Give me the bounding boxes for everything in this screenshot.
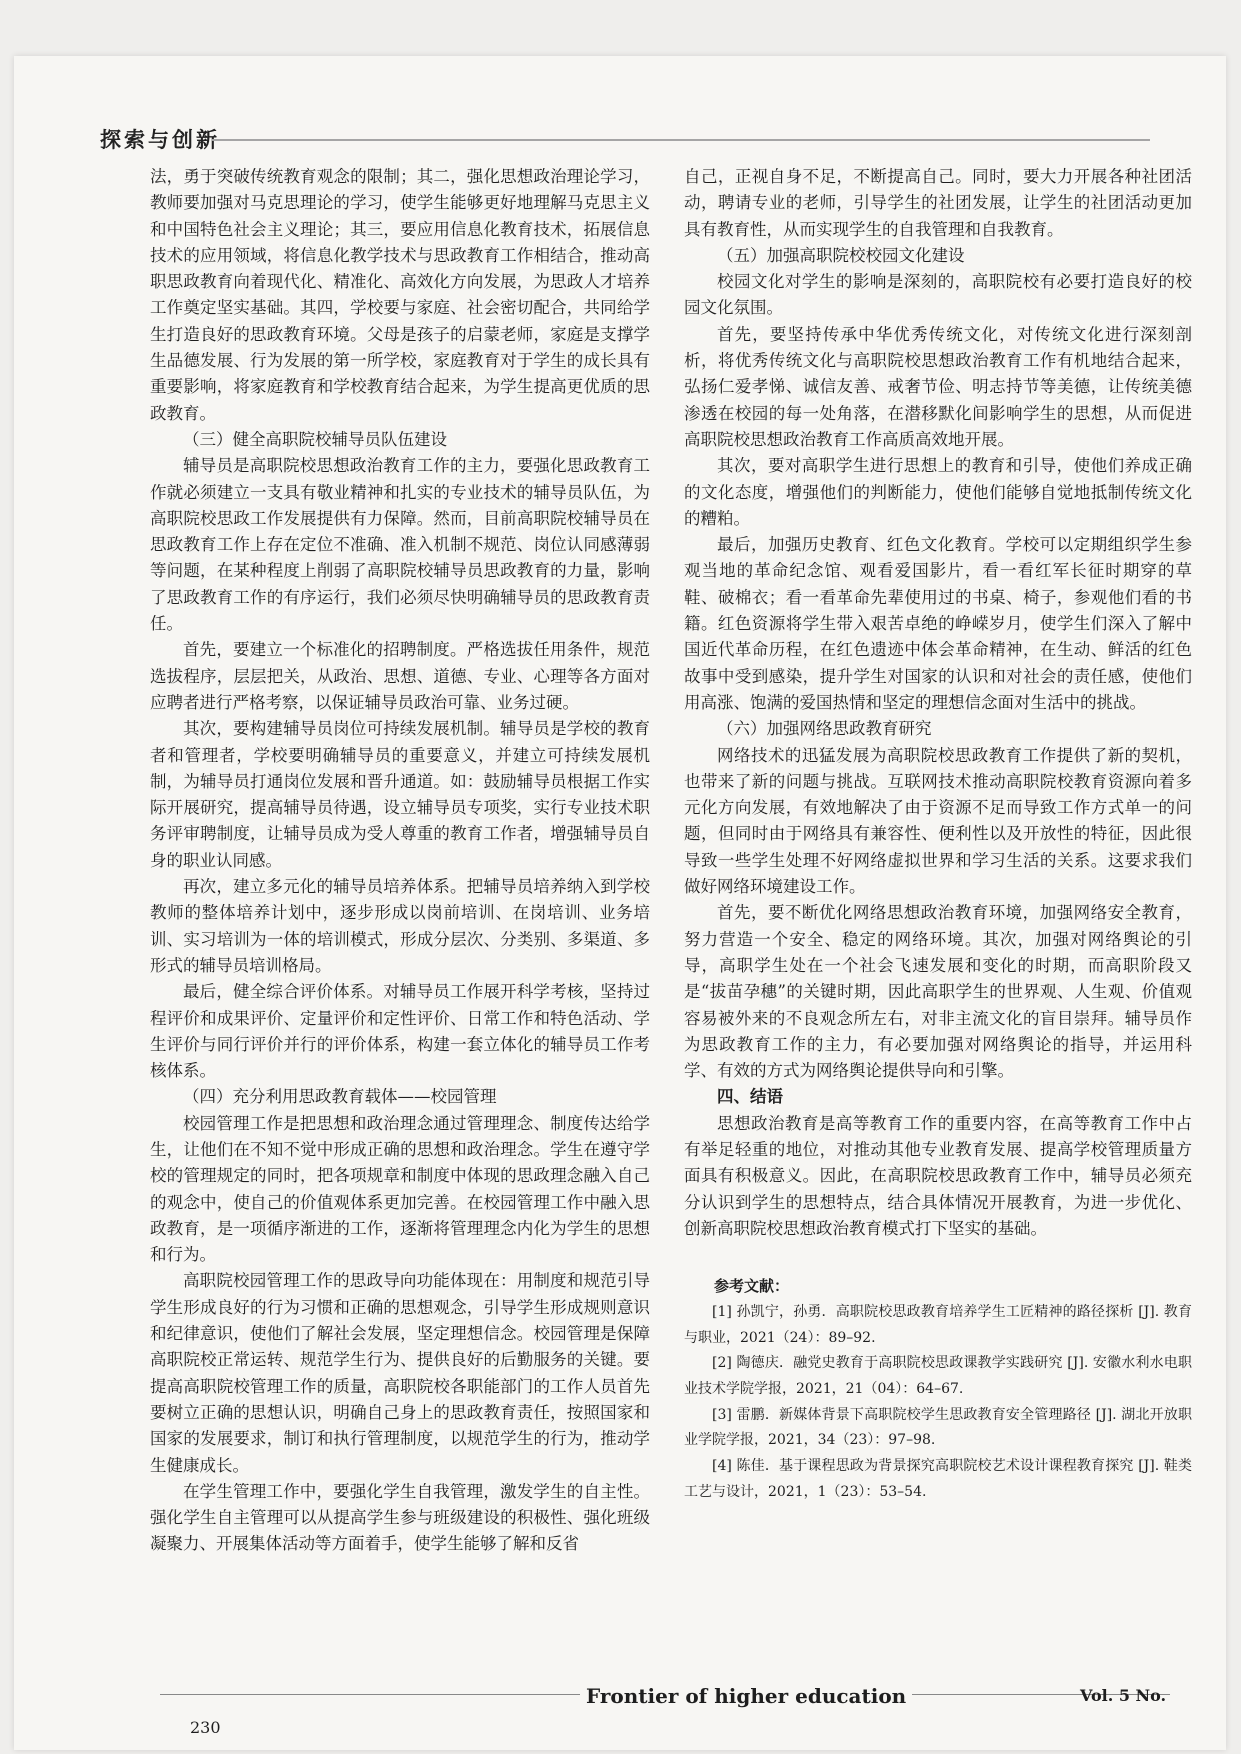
section-heading: （六）加强网络思政教育研究 <box>717 719 932 739</box>
section-title: 探索与创新 <box>100 127 220 152</box>
body-paragraph: 首先，要不断优化网络思想政治教育环境，加强网络安全教育，努力营造一个安全、稳定的网络环境。其次，加强对网络舆论的引导，高职学生处在一个社会飞速发展和变化的时期，而高职阶段又是“拔苗孕穗”的关键时期，因此高职学生的世界观、人生观、价值观容易被外来的不良观念所左右，对非主流文化的盲目崇拜。辅导员作为思政教育工作的主力，有必要加强对网络舆论的指导，并运用科学、有效的方式为网络舆论提供导向和引擎。 <box>684 903 1192 1081</box>
body-paragraph: 思想政治教育是高等教育工作的重要内容，在高等教育工作中占有举足轻重的地位，对推动其他专业教育发展、提高学校管理质量方面具有积极意义。因此，在高职院校思政教育工作中，辅导员必须充分认识到学生的思想特点，结合具体情况开展教育，为进一步优化、创新高职院校思想政治教育模式打下坚实的基础。 <box>684 1113 1192 1238</box>
body-paragraph: 辅导员是高职院校思想政治教育工作的主力，要强化思政教育工作就必须建立一支具有敬业精神和扎实的专业技术的辅导员队伍，为高职院校思政工作发展提供有力保障。然而，目前高职院校辅导员在思政教育工作上存在定位不准确、准入机制不规范、岗位认同感薄弱等问题，在某种程度上削弱了高职院校辅导员思政教育的力量，影响了思政教育工作的有序运行，我们必须尽快明确辅导员的思政教育责任。 <box>150 456 650 634</box>
references-title: 参考文献： <box>714 1277 790 1296</box>
reference-item: [2] 陶德庆．融党史教育于高职院校思政课教学实践研究 [J]. 安徽水利水电职业技术学院学报，2021，21（04）：64–67. <box>684 1355 1192 1397</box>
running-header <box>100 124 1150 154</box>
section-heading: （五）加强高职院校校园文化建设 <box>717 245 965 265</box>
references <box>684 1274 1192 1505</box>
reference-item: [4] 陈佳．基于课程思政为背景探究高职院校艺术设计课程教育探究 [J]. 鞋类工艺与设计，2021，1（23）：53–54. <box>684 1458 1192 1500</box>
body-paragraph: 网络技术的迅猛发展为高职院校思政教育工作提供了新的契机，也带来了新的问题与挑战。互联网技术推动高职院校教育资源向着多元化方向发展，有效地解决了由于资源不足而导致工作方式单一的问题，但同时由于网络具有兼容性、便利性以及开放性的特征，因此很导致一些学生处理不好网络虚拟世界和学习生活的关系。这要求我们做好网络环境建设工作。 <box>684 745 1192 897</box>
body-paragraph: 校园文化对学生的影响是深刻的，高职院校有必要打造良好的校园文化氛围。 <box>684 272 1192 318</box>
body-paragraph: 其次，要构建辅导员岗位可持续发展机制。辅导员是学校的教育者和管理者，学校要明确辅导员的重要意义，并建立可持续发展机制，为辅导员打通岗位发展和晋升通道。如：鼓励辅导员根据工作实际开展研究，提高辅导员待遇，设立辅导员专项奖，实行专业技术职务评审聘制度，让辅导员成为受人尊重的教育工作者，增强辅导员自身的职业认同感。 <box>150 719 650 870</box>
header-rule <box>212 139 1150 141</box>
right-column-body <box>684 164 1192 1242</box>
body-paragraph: 校园管理工作是把思想和政治理念通过管理理念、制度传达给学生，让他们在不知不觉中形成正确的思想和政治理念。学生在遵守学校的管理规定的同时，把各项规章和制度中体现的思政理念融入自己的观念中，使自己的价值观体系更加完善。在校园管理工作中融入思政教育，是一项循序渐进的工作，逐渐将管理理念内化为学生的思想和行为。 <box>150 1113 650 1265</box>
left-column <box>150 164 650 1558</box>
reference-item: [3] 雷鹏．新媒体背景下高职院校学生思政教育安全管理路径 [J]. 湖北开放职业学院学报，2021，34（23）：97–98. <box>684 1406 1192 1449</box>
body-paragraph: 自己，正视自身不足，不断提高自己。同时，要大力开展各种社团活动，聘请专业的老师，引导学生的社团发展，让学生的社团活动更加具有教育性，从而实现学生的自我管理和自我教育。 <box>684 167 1192 239</box>
body-paragraph: 法，勇于突破传统教育观念的限制；其二，强化思想政治理论学习，教师要加强对马克思理论的学习，使学生能够更好地理解马克思主义和中国特色社会主义理论；其三，要应用信息化教育技术，拓展信息技术的应用领域，将信息化教学技术与思政教育工作相结合，推动高职思政教育向着现代化、精准化、高效化方向发展，为思政人才培养工作奠定坚实基础。其四，学校要与家庭、社会密切配合，共同给学生打造良好的思政教育环境。父母是孩子的启蒙老师，家庭是支撑学生品德发展、行为发展的第一所学校，家庭教育对于学生的成长具有重要影响，将家庭教育和学校教育结合起来，为学生提高更优质的思政教育。 <box>150 167 650 423</box>
body-paragraph: 高职院校园管理工作的思政导向功能体现在：用制度和规范引导学生形成良好的行为习惯和正确的思想观念，引导学生形成规则意识和纪律意识，使他们了解社会发展，坚定理想信念。校园管理是保障高职院校正常运转、规范学生行为、提供良好的后勤服务的关键。要提高高职院校管理工作的质量，高职院校各职能部门的工作人员首先要树立正确的思想认识，明确自己身上的思政教育责任，按照国家和国家的发展要求，制订和执行管理制度，以规范学生的行为，推动学生健康成长。 <box>150 1271 650 1475</box>
reference-item: [1] 孙凯宁，孙勇．高职院校思政教育培养学生工匠精神的路径探析 [J]. 教育与职业，2021（24）：89–92. <box>684 1303 1192 1346</box>
body-paragraph: 首先，要建立一个标准化的招聘制度。严格选拔任用条件，规范选拔程序，层层把关，从政治、思想、道德、专业、心理等各方面对应聘者进行严格考察，以保证辅导员政治可靠、业务过硬。 <box>150 640 650 712</box>
body-paragraph: 再次，建立多元化的辅导员培养体系。把辅导员培养纳入到学校教师的整体培养计划中，逐步形成以岗前培训、在岗培训、业务培训、实习培训为一体的培训模式，形成分层次、分类别、多渠道、多形式的辅导员培训格局。 <box>150 877 650 975</box>
body-paragraph: 在学生管理工作中，要强化学生自我管理，激发学生的自主性。强化学生自主管理可以从提高学生参与班级建设的积极性、强化班级凝聚力、开展集体活动等方面着手，使学生能够了解和反省 <box>150 1481 650 1554</box>
journal-name: Frontier of higher education <box>580 1684 912 1708</box>
body-paragraph: 其次，要对高职学生进行思想上的教育和引导，使他们养成正确的文化态度，增强他们的判断能力，使他们能够自觉地抵制传统文化的糟粕。 <box>684 456 1192 528</box>
body-paragraph: 首先，要坚持传承中华优秀传统文化，对传统文化进行深刻剖析，将优秀传统文化与高职院校思想政治教育工作有机地结合起来，弘扬仁爱孝悌、诚信友善、戒奢节俭、明志持节等美德，让传统美德渗透在校园的每一处角落，在潜移默化间影响学生的思想，从而促进高职院校思想政治教育工作高质高效地开展。 <box>684 324 1192 449</box>
right-column <box>684 164 1192 1506</box>
body-paragraph: 最后，加强历史教育、红色文化教育。学校可以定期组织学生参观当地的革命纪念馆、观看爱国影片，看一看红军长征时期穿的草鞋、破棉衣；看一看革命先辈使用过的书桌、椅子，参观他们看的书籍。红色资源将学生带入艰苦卓绝的峥嵘岁月，使学生们深入了解中国近代革命历程，在红色遗迹中体会革命精神，在生动、鲜活的红色故事中受到感染，提升学生对国家的认识和对社会的责任感，使他们用高涨、饱满的爱国热情和坚定的理想信念面对生活中的挑战。 <box>684 535 1192 712</box>
references-list <box>684 1300 1192 1506</box>
section-heading: （四）充分利用思政教育载体——校园管理 <box>183 1087 497 1107</box>
section-heading: （三）健全高职院校辅导员队伍建设 <box>183 429 447 449</box>
body-paragraph: 最后，健全综合评价体系。对辅导员工作展开科学考核，坚持过程评价和成果评价、定量评价和定性评价、日常工作和特色活动、学生评价与同行评价并行的评价体系，构建一套立体化的辅导员工作考核体系。 <box>150 982 650 1081</box>
section-heading: 四、结语 <box>717 1087 783 1107</box>
page-number: 230 <box>190 1718 221 1737</box>
volume-label: Vol. 5 No. <box>1080 1686 1167 1705</box>
